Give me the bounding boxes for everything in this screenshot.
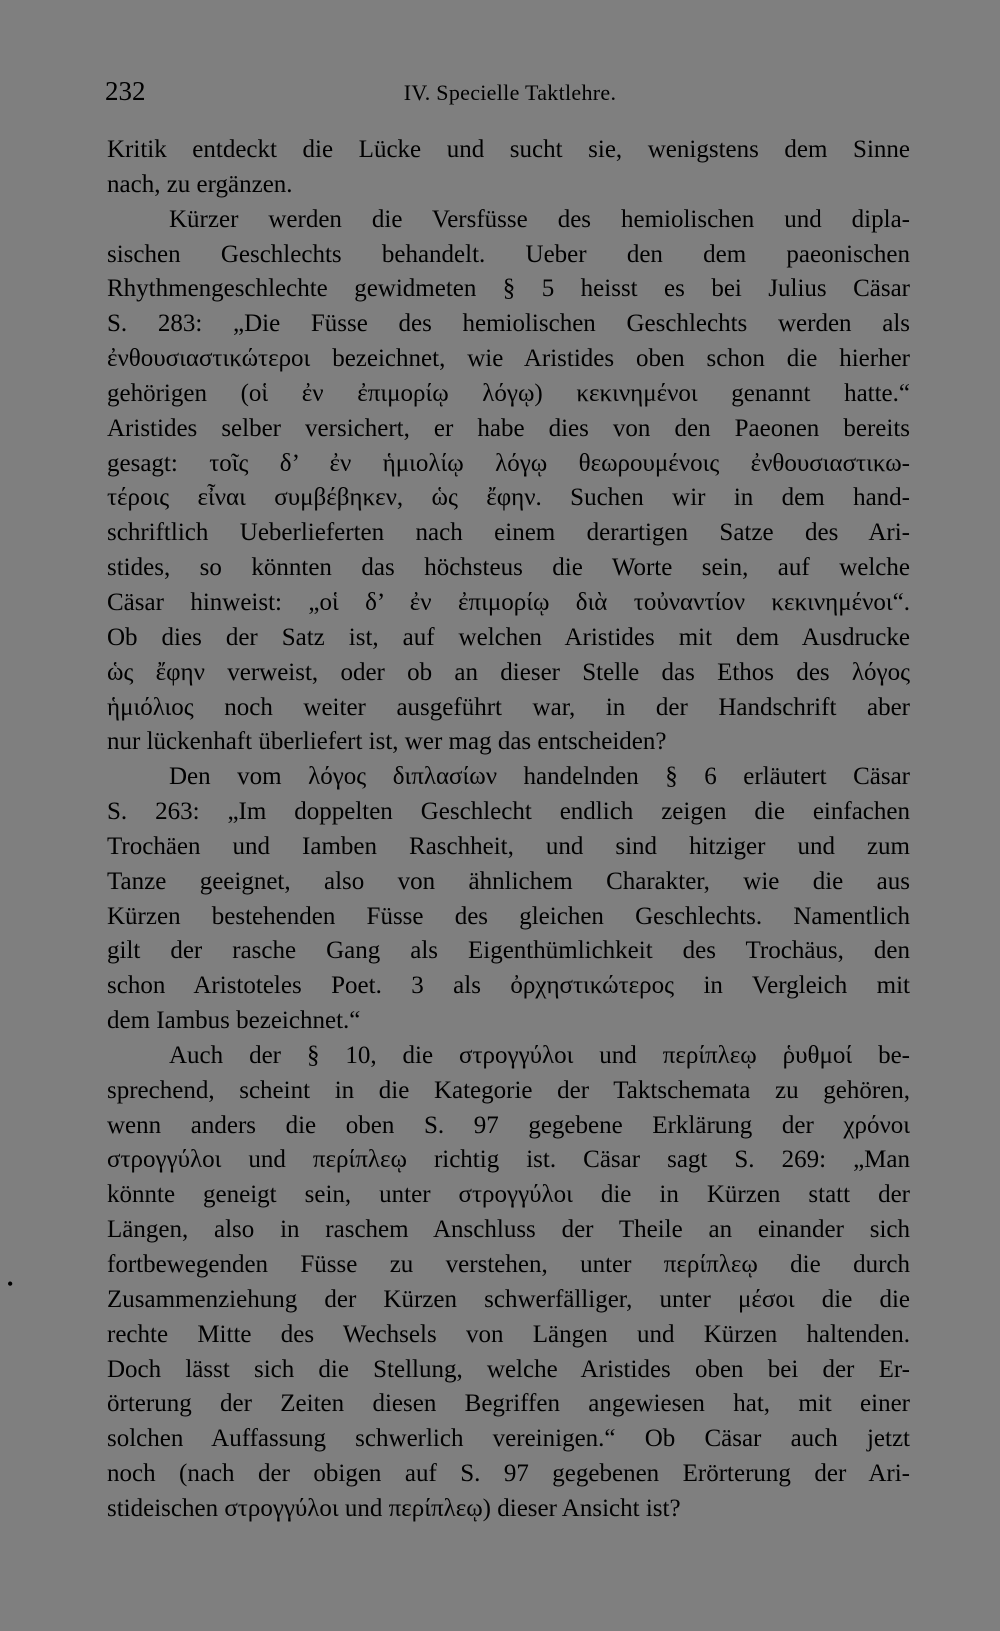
text-line: nur lückenhaft überliefert ist, wer mag das entscheiden? bbox=[107, 728, 667, 756]
text-line: noch (nach der obigen auf S. 97 gegebenen Erörterung der Ari- bbox=[107, 1460, 910, 1488]
text-line: Den vom λόγος διπλασίων handelnden § 6 erläutert Cäsar bbox=[169, 763, 910, 791]
text-line: Kürzer werden die Versfüsse des hemiolischen und dipla- bbox=[169, 205, 910, 233]
text-line: gesagt: τοῖς δ’ ἐν ἡμιολίῳ λόγῳ θεωρουμένοις ἐνθουσιαστικω- bbox=[107, 449, 910, 477]
text-line: Rhythmengeschlechte gewidmeten § 5 heisst es bei Julius Cäsar bbox=[107, 275, 910, 303]
text-line: örterung der Zeiten diesen Begriffen angewiesen hat, mit einer bbox=[107, 1390, 910, 1418]
text-line: schriftlich Ueberlieferten nach einem derartigen Satze des Ari- bbox=[107, 519, 910, 547]
text-line: Doch lässt sich die Stellung, welche Aristides oben bei der Er- bbox=[107, 1355, 910, 1383]
text-line: nach, zu ergänzen. bbox=[107, 170, 293, 198]
text-line: schon Aristoteles Poet. 3 als ὀρχηστικώτερος in Vergleich mit bbox=[107, 972, 910, 1000]
text-line: Zusammenziehung der Kürzen schwerfälliger, unter μέσοι die die bbox=[107, 1285, 910, 1313]
page-header bbox=[105, 72, 915, 112]
text-line: sischen Geschlechts behandelt. Ueber den dem paeonischen bbox=[107, 240, 910, 268]
text-line: Aristides selber versichert, er habe dies von den Paeonen bereits bbox=[107, 414, 910, 442]
running-head: IV. Specielle Taktlehre. bbox=[403, 80, 617, 105]
body-text bbox=[107, 133, 910, 1527]
text-line: S. 283: „Die Füsse des hemiolischen Geschlechts werden als bbox=[107, 310, 910, 338]
text-line: Längen, also in raschem Anschluss der Theile an einander sich bbox=[107, 1216, 910, 1244]
text-line: könnte geneigt sein, unter στρογγύλοι die in Kürzen statt der bbox=[107, 1181, 910, 1209]
text-line: fortbewegenden Füsse zu verstehen, unter περίπλεῳ die durch bbox=[107, 1251, 910, 1278]
text-line: wenn anders die oben S. 97 gegebene Erklärung der χρόνοι bbox=[107, 1111, 910, 1139]
text-line: στρογγύλοι und περίπλεῳ richtig ist. Cäsar sagt S. 269: „Man bbox=[107, 1146, 910, 1174]
text-line: Kürzen bestehenden Füsse des gleichen Geschlechts. Namentlich bbox=[107, 902, 910, 930]
text-line: gilt der rasche Gang als Eigenthümlichkeit des Trochäus, den bbox=[107, 937, 910, 965]
text-line: ἐνθουσιαστικώτεροι bezeichnet, wie Aristides oben schon die hierher bbox=[107, 345, 910, 373]
text-line: ἡμιόλιος noch weiter ausgeführt war, in der Handschrift aber bbox=[107, 693, 910, 721]
text-line: Cäsar hinweist: „οἱ δ’ ἐν ἐπιμορίῳ διὰ τοὐναντίον κεκινημένοι“. bbox=[107, 588, 910, 616]
text-line: dem Iambus bezeichnet.“ bbox=[107, 1007, 361, 1035]
text-line: S. 263: „Im doppelten Geschlecht endlich zeigen die einfachen bbox=[107, 798, 910, 826]
text-line: ὡς ἔφην verweist, oder ob an dieser Stelle das Ethos des λόγος bbox=[107, 658, 910, 686]
text-line: stideischen στρογγύλοι und περίπλεῳ) dieser Ansicht ist? bbox=[107, 1494, 681, 1522]
stray-mark: • bbox=[7, 1274, 14, 1294]
text-line: Auch der § 10, die στρογγύλοι und περίπλεῳ ῥυθμοί be- bbox=[169, 1041, 910, 1069]
text-line: gehörigen (οἱ ἐν ἐπιμορίῳ λόγῳ) κεκινημένοι genannt hatte.“ bbox=[107, 379, 910, 407]
text-line: rechte Mitte des Wechsels von Längen und Kürzen haltenden. bbox=[107, 1320, 910, 1348]
text-line: Kritik entdeckt die Lücke und sucht sie, wenigstens dem Sinne bbox=[107, 136, 910, 163]
text-line: Ob dies der Satz ist, auf welchen Aristides mit dem Ausdrucke bbox=[107, 623, 910, 651]
text-line: stides, so könnten das höchsteus die Worte sein, auf welche bbox=[107, 554, 910, 582]
text-line: Tanze geeignet, also von ähnlichem Charakter, wie die aus bbox=[107, 867, 910, 895]
text-line: Trochäen und Iamben Raschheit, und sind hitziger und zum bbox=[107, 832, 910, 860]
page-number: 232 bbox=[105, 76, 146, 106]
text-line: τέροις εἶναι συμβέβηκεν, ὡς ἔφην. Suchen wir in dem hand- bbox=[107, 484, 910, 512]
text-line: sprechend, scheint in die Kategorie der Taktschemata zu gehören, bbox=[107, 1076, 910, 1104]
text-line: solchen Auffassung schwerlich vereinigen.“ Ob Cäsar auch jetzt bbox=[107, 1425, 910, 1453]
